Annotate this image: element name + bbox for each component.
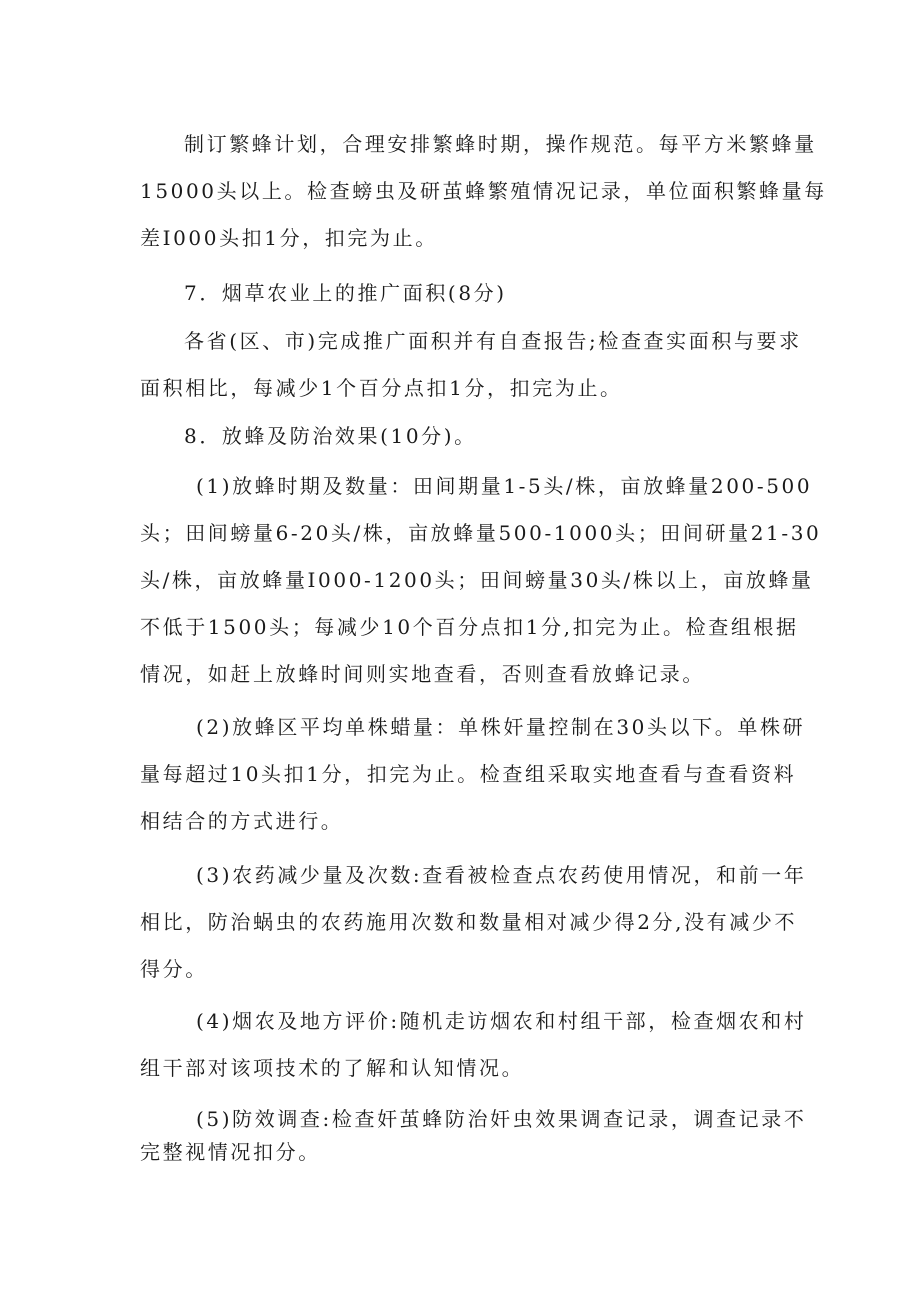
text-line: 相比，防治蜗虫的农药施用次数和数量相对减少得2分,没有减少不 bbox=[140, 910, 798, 934]
text-line: 组干部对该项技术的了解和认知情况。 bbox=[140, 1056, 525, 1080]
text-line: 完整视情况扣分。 bbox=[140, 1140, 321, 1164]
text-line: (4)烟农及地方评价:随机走访烟农和村组干部，检查烟农和村 bbox=[196, 1009, 807, 1033]
text-line: 情况，如赶上放蜂时间则实地查看，否则查看放蜂记录。 bbox=[140, 662, 705, 686]
paragraph-item-5 bbox=[140, 1103, 807, 1169]
text-line: 头；田间螃量6-20头/株，亩放蜂量500-1000头；田间研量21-30 bbox=[140, 521, 822, 545]
text-line: 各省(区、市)完成推广面积并有自查报告;检查查实面积与要求 bbox=[184, 329, 802, 353]
paragraph-item-3 bbox=[140, 852, 807, 993]
text-line: 得分。 bbox=[140, 957, 208, 981]
text-line: 15000头以上。检查螃虫及研茧蜂繁殖情况记录，单位面积繁蜂量每 bbox=[140, 179, 827, 203]
text-line: 相结合的方式进行。 bbox=[140, 809, 344, 833]
text-line: 差I000头扣1分，扣完为止。 bbox=[140, 226, 438, 250]
section-heading: 7．烟草农业上的推广面积(8分) bbox=[184, 281, 507, 305]
text-line: (2)放蜂区平均单株蜡量：单株奸量控制在30头以下。单株研 bbox=[196, 715, 806, 739]
heading-7-promotion-area bbox=[140, 270, 785, 317]
paragraph-item-2 bbox=[140, 704, 806, 845]
section-heading: 8．放蜂及防治效果(10分)。 bbox=[184, 424, 477, 448]
text-line: 面积相比，每减少1个百分点扣1分，扣完为止。 bbox=[140, 376, 623, 400]
text-line: 不低于1500头；每减少10个百分点扣1分,扣完为止。检查组根据 bbox=[140, 615, 799, 639]
text-line: 头/株，亩放蜂量I000-1200头；田间螃量30头/株以上，亩放蜂量 bbox=[140, 568, 814, 592]
text-line: (1)放蜂时期及数量：田间期量1-5头/株，亩放蜂量200-500 bbox=[196, 474, 813, 498]
paragraph-breeding-plan bbox=[140, 121, 827, 262]
paragraph-item-1 bbox=[140, 463, 822, 698]
text-line: 量每超过10头扣1分，扣完为止。检查组采取实地查看与查看资料 bbox=[140, 762, 797, 786]
heading-8-release-effect bbox=[140, 413, 785, 460]
text-line: (5)防效调查:检查奸茧蜂防治奸虫效果调查记录，调查记录不 bbox=[196, 1107, 807, 1131]
text-line: (3)农药减少量及次数:查看被检查点农药使用情况，和前一年 bbox=[196, 863, 807, 887]
paragraph-item-4 bbox=[140, 998, 807, 1092]
text-line: 制订繁蜂计划，合理安排繁蜂时期，操作规范。每平方米繁蜂量 bbox=[184, 132, 817, 156]
paragraph-promotion-area bbox=[140, 318, 802, 412]
